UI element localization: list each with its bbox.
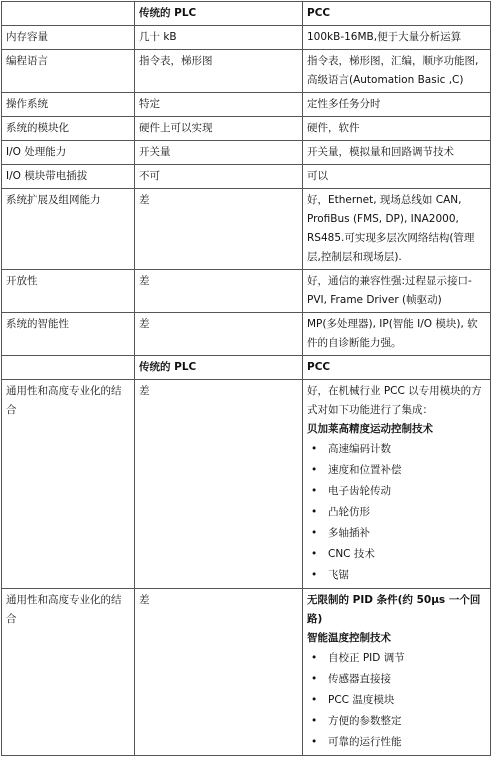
plc-cell: 几十 kB bbox=[135, 26, 303, 50]
pcc-cell: 硬件，软件 bbox=[303, 117, 491, 141]
list-item bbox=[307, 439, 486, 460]
plc-cell: 硬件上可以实现 bbox=[135, 117, 303, 141]
row-label: 通用性和高度专业化的结合 bbox=[2, 380, 135, 589]
list-item-label: 电子齿轮传动 bbox=[328, 485, 391, 497]
list-item-label: 自校正 PID 调节 bbox=[328, 652, 405, 664]
bullet-icon: • bbox=[311, 548, 318, 560]
table-row bbox=[2, 313, 491, 356]
bullet-icon: • bbox=[311, 485, 318, 497]
pcc-cell: MP(多处理器), IP(智能 I/O 模块), 软件的自诊断能力强。 bbox=[303, 313, 491, 356]
plc-cell: 差 bbox=[135, 189, 303, 270]
row-label: 系统的智能性 bbox=[2, 313, 135, 356]
table-row bbox=[2, 165, 491, 189]
header-row bbox=[2, 2, 491, 26]
list-item-label: 凸轮仿形 bbox=[328, 506, 370, 518]
plc-cell: 差 bbox=[135, 380, 303, 589]
bullet-icon: • bbox=[311, 652, 318, 664]
list-item-label: 飞锯 bbox=[328, 569, 349, 581]
list-item bbox=[307, 711, 486, 732]
list-item bbox=[307, 544, 486, 565]
list-item bbox=[307, 481, 486, 502]
pcc-cell: 好，Ethernet, 现场总线如 CAN, ProfiBus (FMS, DP), INA2000, RS485.可实现多层次网络结构(管理层,控制层和现场层). bbox=[303, 189, 491, 270]
list-item-label: CNC 技术 bbox=[328, 548, 375, 560]
header-pcc-cell: PCC bbox=[303, 2, 491, 26]
row-label: 编程语言 bbox=[2, 50, 135, 93]
header-plc-cell bbox=[135, 356, 303, 380]
row-label: 通用性和高度专业化的结合 bbox=[2, 589, 135, 756]
comparison-table bbox=[1, 1, 491, 756]
list-item-label: 传感器直接接 bbox=[328, 673, 391, 685]
header-plc-cell bbox=[135, 2, 303, 26]
row-label: 内存容量 bbox=[2, 26, 135, 50]
plc-cell: 开关量 bbox=[135, 141, 303, 165]
pcc-cell: 100kB-16MB,便于大量分析运算 bbox=[303, 26, 491, 50]
header-plc-label: 传统的 PLC bbox=[139, 361, 197, 373]
table-row bbox=[2, 26, 491, 50]
bullet-icon: • bbox=[311, 694, 318, 706]
list-item bbox=[307, 690, 486, 711]
list-item-label: 高速编码计数 bbox=[328, 443, 391, 455]
list-item bbox=[307, 460, 486, 481]
table-row bbox=[2, 589, 491, 756]
header-blank-cell bbox=[2, 2, 135, 26]
list-item bbox=[307, 565, 486, 586]
header-row bbox=[2, 356, 491, 380]
header-plc-label: 传统的 PLC bbox=[139, 7, 197, 19]
list-item-label: 方便的参数整定 bbox=[328, 715, 402, 727]
temperature-control-heading: 智能温度控制技术 bbox=[307, 632, 391, 644]
plc-cell: 不可 bbox=[135, 165, 303, 189]
bullet-icon: • bbox=[311, 506, 318, 518]
table-row bbox=[2, 117, 491, 141]
motion-feature-list bbox=[307, 439, 486, 586]
plc-cell: 差 bbox=[135, 270, 303, 313]
bullet-icon: • bbox=[311, 715, 318, 727]
motion-control-heading: 贝加莱高精度运动控制技术 bbox=[307, 423, 433, 435]
plc-cell: 差 bbox=[135, 313, 303, 356]
header-pcc-cell: PCC bbox=[303, 356, 491, 380]
table-row bbox=[2, 270, 491, 313]
list-item-label: 可靠的运行性能 bbox=[328, 736, 402, 748]
row-label: 系统的模块化 bbox=[2, 117, 135, 141]
plc-cell: 特定 bbox=[135, 93, 303, 117]
pcc-cell bbox=[303, 380, 491, 589]
list-item-label: 速度和位置补偿 bbox=[328, 464, 402, 476]
temperature-feature-list bbox=[307, 648, 486, 753]
list-item bbox=[307, 669, 486, 690]
bullet-icon: • bbox=[311, 443, 318, 455]
pid-heading: 无限制的 PID 条件(约 50μs 一个回路) bbox=[307, 594, 481, 625]
list-item bbox=[307, 502, 486, 523]
row-label: 系统扩展及组网能力 bbox=[2, 189, 135, 270]
table-row bbox=[2, 141, 491, 165]
table-row bbox=[2, 93, 491, 117]
row-label: 开放性 bbox=[2, 270, 135, 313]
pcc-cell: 指令表，梯形图，汇编，顺序功能图,高级语言(Automation Basic ,C) bbox=[303, 50, 491, 93]
header-blank-cell bbox=[2, 356, 135, 380]
pcc-cell: 可以 bbox=[303, 165, 491, 189]
list-item bbox=[307, 648, 486, 669]
pcc-cell: 好，通信的兼容性强:过程显示接口-PVI, Frame Driver (帧驱动) bbox=[303, 270, 491, 313]
list-item bbox=[307, 523, 486, 544]
bullet-icon: • bbox=[311, 527, 318, 539]
table-row bbox=[2, 50, 491, 93]
row-label: 操作系统 bbox=[2, 93, 135, 117]
pcc-cell bbox=[303, 589, 491, 756]
bullet-icon: • bbox=[311, 569, 318, 581]
plc-cell: 差 bbox=[135, 589, 303, 756]
row-label: I/O 处理能力 bbox=[2, 141, 135, 165]
row-label: I/O 模块带电插拔 bbox=[2, 165, 135, 189]
list-item-label: 多轴插补 bbox=[328, 527, 370, 539]
bullet-icon: • bbox=[311, 673, 318, 685]
motion-intro-text: 好，在机械行业 PCC 以专用模块的方式对如下功能进行了集成： bbox=[307, 385, 482, 416]
list-item-label: PCC 温度模块 bbox=[328, 694, 395, 706]
pcc-cell: 开关量，模拟量和回路调节技术 bbox=[303, 141, 491, 165]
pcc-cell: 定性多任务分时 bbox=[303, 93, 491, 117]
bullet-icon: • bbox=[311, 736, 318, 748]
bullet-icon: • bbox=[311, 464, 318, 476]
list-item bbox=[307, 732, 486, 753]
plc-cell: 指令表，梯形图 bbox=[135, 50, 303, 93]
table-row bbox=[2, 380, 491, 589]
table-row bbox=[2, 189, 491, 270]
